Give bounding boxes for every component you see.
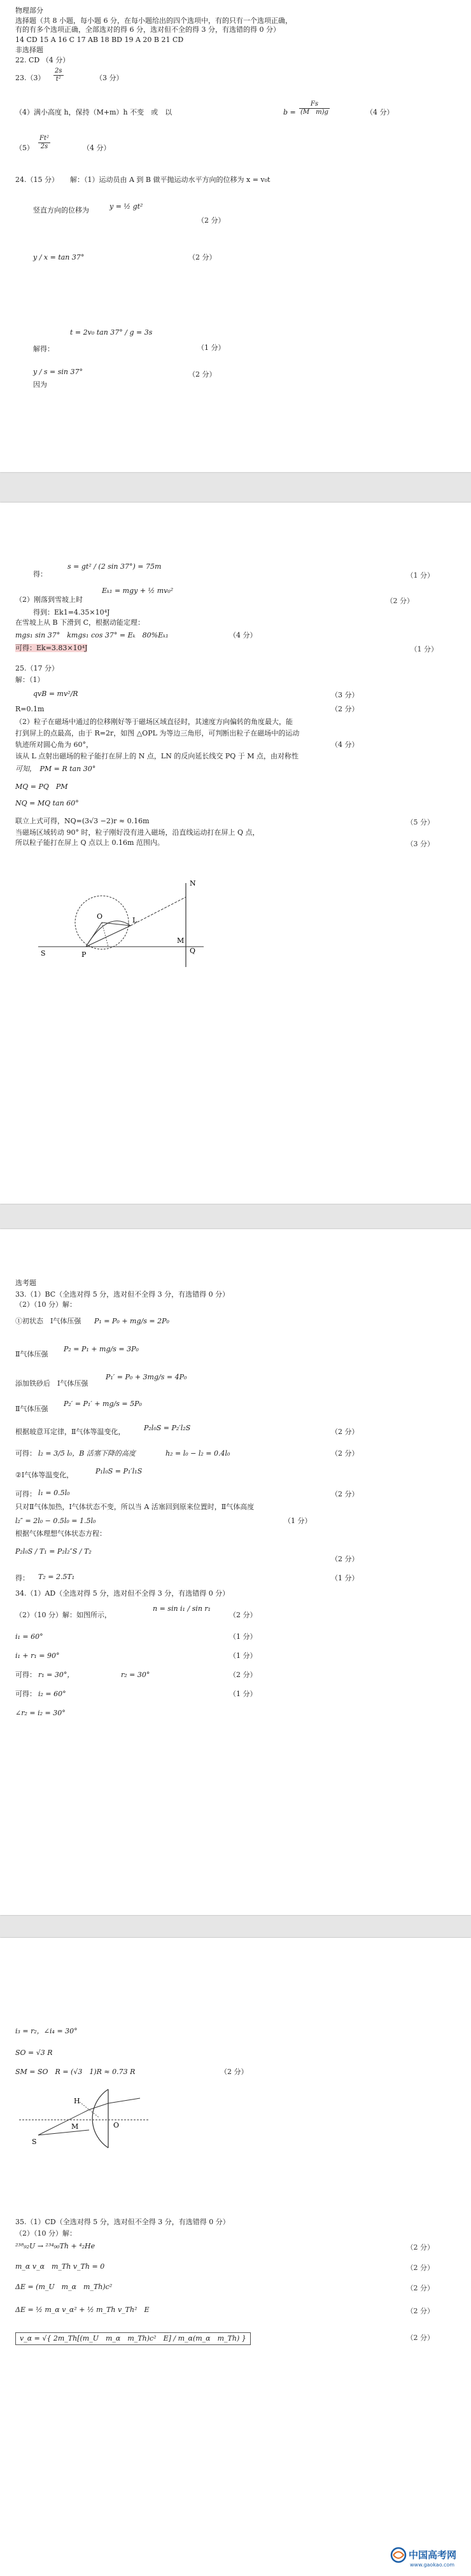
q35-line5-expr: ΔE = (m_U m_α m_Th)c² <box>15 2283 113 2291</box>
q33-line15-label: 得： <box>15 1574 29 1582</box>
q23-part5-fraction: $\frac{\text{Ft²}}{2s}$ <box>39 135 49 150</box>
q23-part4-fraction: $\frac{Fs}{\text{(M m)g}}$ <box>300 101 328 116</box>
label-S: S <box>41 949 46 957</box>
q23-number: 23.（3） <box>15 74 45 82</box>
q23-score: （3 分） <box>95 74 123 82</box>
p2-line1-score: （1 分） <box>406 571 434 580</box>
gaokao-logo[interactable] <box>390 2545 466 2570</box>
page-3 <box>0 1229 471 1915</box>
p2-line1-expr: s = gt² / (2 sin 37°) = 75m <box>67 562 162 571</box>
q25-line2-expr: qvB = mv²/R <box>33 690 78 698</box>
q25-line1: 解：（1） <box>15 676 45 684</box>
q25-line12: 当磁场区域转动 90° 时，粒子刚好没有进入磁场，沿直线运动打在屏上 Q 点， <box>15 828 260 837</box>
q33-line4-expr: P₂ = P₁ + mg/s = 3P₀ <box>64 1345 139 1353</box>
q35-line4-expr: m_α v_α m_Th v_Th = 0 <box>15 2262 105 2271</box>
q23-part5-score: （4 分） <box>83 144 111 152</box>
q24-line5-label: 因为 <box>33 380 47 389</box>
q33-line6-expr: P₂′ = P₁′ + mg/s = 5P₀ <box>64 1400 142 1408</box>
q24-line5-score: （2 分） <box>188 370 216 379</box>
q34-line6-score: （1 分） <box>229 1690 257 1698</box>
label-H-p4: H <box>74 2097 80 2105</box>
p2-line2-expr: Eₖ₁ = mgy + ½ mv₀² <box>102 587 174 595</box>
q34-line2-label: （2）（10 分）解：如图所示， <box>15 1611 111 1619</box>
q34-line4-score: （1 分） <box>229 1652 257 1660</box>
label-S-p4: S <box>32 2138 37 2146</box>
q25-line2-score: （3 分） <box>331 691 359 699</box>
q33-line7-score: （2 分） <box>331 1428 359 1436</box>
page-2 <box>0 503 471 1204</box>
q33-line13: 根据气体理想气体状态方程： <box>15 1529 106 1538</box>
p2-line4: 在雪坡上从 B 下滑到 C，根据动能定理： <box>15 618 144 627</box>
q25-line3: R=0.1m <box>15 705 45 713</box>
q34-line3-expr: i₁ = 60° <box>15 1633 43 1641</box>
p2-line1-label: 得： <box>33 570 47 578</box>
q35-line3-score: （2 分） <box>406 2243 434 2252</box>
q25-line5: 打到屏上的点最高，由于 R=2r，如图 △OPL 为等边三角形，可判断出粒子在磁场中的运动 <box>15 729 300 737</box>
q33-line4-label: Ⅱ气体压强 <box>15 1350 48 1358</box>
q34-line5-expr2: r₂ = 30° <box>121 1671 150 1679</box>
p4-line3-score: （2 分） <box>220 2068 248 2076</box>
q33-line12-score: （1 分） <box>284 1517 312 1525</box>
q34-line4-expr: i₁ + r₁ = 90° <box>15 1652 60 1660</box>
q34-line5-score: （2 分） <box>229 1671 257 1679</box>
q33-line7-label: 根据玻意耳定律，Ⅱ气体等温变化， <box>15 1428 125 1436</box>
p2-line2-score: （2 分） <box>386 597 414 605</box>
q35-line2: （2）（10 分）解： <box>15 2229 76 2238</box>
q25-line10: NQ = MQ tan 60° <box>15 799 79 807</box>
q33-line14-expr: P₂l₀S / T₁ = P₂l₂″S / T₂ <box>15 1547 92 1556</box>
elective-title: 选考题 <box>15 1279 36 1287</box>
q35-line1: 35.（1）CD（全选对得 5 分，选对但不全得 3 分，有选错得 0 分） <box>15 2218 230 2226</box>
instruction-line-2: 有的有多个选项正确，全部选对的得 6 分，选对但不全的得 3 分，有选错的得 0 分） <box>15 25 280 34</box>
q33-line6-label: Ⅱ气体压强 <box>15 1405 48 1413</box>
q23-fraction: $\frac{2s}{\text{t²}}$ <box>55 67 62 83</box>
q35-line7-score: （2 分） <box>406 2334 434 2342</box>
q24-line3-expr: y / x = tan 37° <box>33 253 85 261</box>
logo-url: www.gaokao.com <box>410 2562 455 2568</box>
q34-line6-label: 可得： <box>15 1690 36 1698</box>
q35-line4-score: （2 分） <box>406 2264 434 2272</box>
label-L: L <box>132 916 137 924</box>
q25-line4: （2）粒子在磁场中通过的位移刚好等于磁场区域直径时，其速度方向偏转的角度最大，能 <box>15 718 293 726</box>
q33-line15-score: （1 分） <box>331 1574 359 1582</box>
p4-line1-expr: i₃ = r₂，∠i₄ = 30° <box>15 2027 78 2035</box>
q25-line3-score: （2 分） <box>331 705 359 713</box>
q34-line2-expr: n = sin i₁ / sin r₁ <box>153 1605 211 1613</box>
q34-line5-expr: r₁ = 30°， <box>38 1671 74 1679</box>
q35-line6-score: （2 分） <box>406 2307 434 2315</box>
q24-text: 解：（1）运动员由 A 到 B 做平抛运动水平方向的位移为 x = v₀t <box>70 176 271 184</box>
label-N: N <box>190 879 196 888</box>
q33-line8-expr2: h₂ = l₀ − l₂ = 0.4l₀ <box>165 1449 230 1458</box>
logo-title: 中国高考网 <box>409 2549 457 2561</box>
q34-line5-label: 可得： <box>15 1671 36 1679</box>
q24-line2-label: 竖直方向的位移为 <box>33 206 89 214</box>
q25-line8: 可知， PM = R tan 30° <box>15 765 96 773</box>
q25-line9: MQ = PQ PM <box>15 783 68 791</box>
q33-line15-expr: T₂ = 2.5T₁ <box>38 1573 75 1581</box>
p4-line3-expr: SM = SO R = (√3 1)R ≈ 0.73 R <box>15 2068 136 2076</box>
p2-line2-label: （2）刚落到雪坡上时 <box>15 595 83 604</box>
p2-line3: 得到：Ek1=4.35×10⁴J <box>33 608 110 616</box>
q23-part4-score: （4 分） <box>366 108 394 116</box>
q33-line10-label: 可得： <box>15 1490 36 1498</box>
q33-line5-label: 添加铁砂后 Ⅰ气体压强 <box>15 1379 88 1388</box>
q22-answer: 22. CD （4 分） <box>15 56 70 64</box>
q33-line7-expr: P₂l₀S = P₂′l₂S <box>144 1424 191 1432</box>
q25-magnetic-field-diagram <box>25 872 216 980</box>
q34-line6-expr: i₂ = 60° <box>38 1690 66 1698</box>
p4-line2-expr: SO = √3 R <box>15 2049 53 2057</box>
q33-line8-expr: l₂ = 3/5 l₀，B 活塞下降的高度 <box>38 1449 136 1458</box>
q33-line3-expr: P₁ = P₀ + mg/s = 2P₀ <box>94 1317 169 1325</box>
q23-part4-text: （4）满小高度 h，保持（M+m）h 不变 或 以 <box>15 108 172 116</box>
q33-line9-expr: P₁l₀S = P₁′l₁S <box>95 1467 143 1475</box>
q25-line6-score: （4 分） <box>331 741 359 749</box>
q24-line4-score: （1 分） <box>197 344 225 352</box>
answer-key: 14 CD 15 A 16 C 17 AB 18 BD 19 A 20 B 21 CD <box>15 36 184 44</box>
q34-refraction-diagram <box>13 2084 178 2154</box>
p2-line6-score: （1 分） <box>410 645 438 653</box>
q33-line10-expr: l₁ = 0.5l₀ <box>38 1489 70 1497</box>
q25-line11: 联立上式可得，NQ=(3√3 −2)r ≈ 0.16m <box>15 817 150 825</box>
q34-line2-score: （2 分） <box>229 1611 257 1619</box>
q33-line10-score: （2 分） <box>331 1490 359 1498</box>
instruction-line-1: 选择题（共 8 小题，每小题 6 分，在每小题给出的四个选项中，有的只有一个选项正确， <box>15 17 292 25</box>
q33-line11: 只对Ⅱ气体加热，Ⅰ气体状态不变，所以当 A 活塞回到原来位置时，Ⅱ气体高度 <box>15 1503 255 1511</box>
nonchoice-heading: 非选择题 <box>15 46 43 54</box>
q33-line8-label: 可得： <box>15 1449 36 1458</box>
page-1 <box>0 0 471 472</box>
q33-line2: （2）（10 分）解： <box>15 1300 76 1309</box>
label-M: M <box>177 936 185 945</box>
label-O: O <box>97 912 103 921</box>
q25-line11-score: （5 分） <box>406 818 434 826</box>
q35-line5-score: （2 分） <box>406 2284 434 2292</box>
q25-line13-score: （3 分） <box>406 840 434 848</box>
label-M-p4: M <box>71 2122 79 2131</box>
label-O-p4: O <box>113 2121 120 2129</box>
q33-line14-score: （2 分） <box>331 1555 359 1563</box>
q24-line2-score: （2 分） <box>197 216 225 225</box>
q33-line1: 33.（1）BC（全选对得 5 分，选对但不全得 3 分，有选错得 0 分） <box>15 1290 230 1298</box>
p2-line5-score: （4 分） <box>229 631 257 639</box>
q35-line7-expr: v_α = √{ 2m_Th[(m_U m_α m_Th)c² E] / m_α(m_α m_Th) } <box>15 2332 251 2345</box>
q33-line3-label: ①初状态 Ⅰ气体压强 <box>15 1317 81 1325</box>
section-title: 物理部分 <box>15 6 43 15</box>
q25-line7: 该从 L 点射出磁场的粒子能打在屏上的 N 点，LN 的反向延长线交 PQ 于 M 点，由对称性 <box>15 752 299 760</box>
q33-line8-score: （2 分） <box>331 1449 359 1458</box>
p2-line5-expr: mgs₁ sin 37° kmgs₁ cos 37° = Eₖ 80%Eₖ₁ <box>15 631 169 639</box>
q34-line1: 34.（1）AD（全选对得 5 分，选对但不全得 3 分，有选错得 0 分） <box>15 1589 230 1598</box>
q23-part5-number: （5） <box>15 144 34 152</box>
q24-line4-label: 解得： <box>33 345 54 353</box>
q33-line9-label: ②Ⅰ气体等温变化， <box>15 1471 74 1479</box>
q33-line12-expr: l₂″ = 2l₀ − 0.5l₀ = 1.5l₀ <box>15 1517 96 1525</box>
q24-line5-expr: y / s = sin 37° <box>33 368 83 376</box>
q25-number: 25.（17 分） <box>15 664 59 672</box>
page-4 <box>0 1938 471 2576</box>
q24-number: 24.（15 分） <box>15 176 59 184</box>
q24-line3-score: （2 分） <box>188 253 216 261</box>
q35-line6-expr: ΔE = ½ m_α v_α² + ½ m_Th v_Th² E <box>15 2306 150 2314</box>
q34-line3-score: （1 分） <box>229 1633 257 1641</box>
q25-line6: 轨迹所对圆心角为 60°， <box>15 741 93 749</box>
label-P: P <box>81 950 87 959</box>
label-Q: Q <box>190 947 196 955</box>
q24-line2-expr: y = ½ gt² <box>109 202 143 211</box>
q33-line5-expr: P₁′ = P₀ + 3mg/s = 4P₀ <box>106 1373 187 1381</box>
q24-line4-expr: t = 2v₀ tan 37° / g = 3s <box>70 328 153 337</box>
q23-part4-expr: b = <box>283 108 296 116</box>
q34-line7-expr: ∠r₂ = i₂ = 30° <box>15 1709 66 1717</box>
q35-line3-expr: ²³⁸₉₂U → ²³⁴₉₀Th + ⁴₂He <box>15 2242 95 2250</box>
q25-line13: 所以粒子能打在屏上 Q 点以上 0.16m 范围内。 <box>15 839 164 847</box>
p2-line6: 可得：Ek=3.83×10⁴J <box>15 644 88 652</box>
